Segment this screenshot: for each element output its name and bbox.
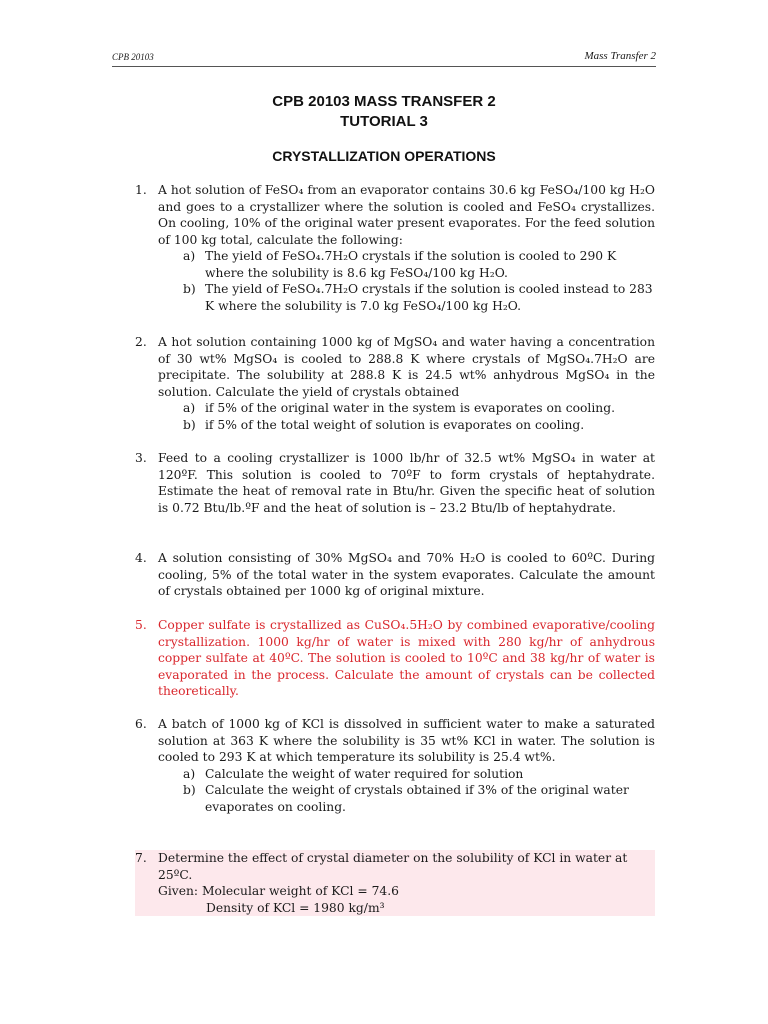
question-number: 3. [135, 451, 147, 465]
given-line-1: Given: Molecular weight of KCl = 74.6 [158, 884, 399, 898]
question-2 [135, 334, 655, 433]
given-line-2: Density of KCl = 1980 kg/m³ [206, 900, 385, 915]
question-number: 1. [135, 183, 147, 197]
question-3 [135, 450, 655, 516]
sub-question: b) if 5% of the total weight of solution is evaporates on cooling. [183, 417, 585, 432]
question-text: Determine the effect of crystal diameter on the solubility of KCl in water at 25ºC. [158, 851, 628, 882]
question-number: 5. [135, 618, 147, 632]
header-course-code: CPB 20103 [112, 52, 154, 62]
question-text: A solution consisting of 30% MgSO₄ and 70% H₂O is cooled to 60ºC. During cooling, 5% of the total water in the system evaporates. Calculate the amount of crystals obtained per 1000 kg of original mixture. [158, 551, 655, 598]
question-5 [135, 617, 655, 700]
question-number: 6. [135, 717, 147, 731]
document-title [0, 92, 768, 132]
sub-question: a) if 5% of the original water in the system is evaporates on cooling. [183, 401, 615, 415]
question-text: A hot solution containing 1000 kg of MgSO₄ and water having a concentration of 30 wt% MgSO₄ is cooled to 288.8 K where crystals of MgSO₄.7H₂O are precipitate. The solubility at 288.8 K is 24.5 wt% anhydrous MgSO₄ in the solution. Calculate the yield of crystals obtained [158, 335, 655, 399]
question-text: Feed to a cooling crystallizer is 1000 lb/hr of 32.5 wt% MgSO₄ in water at 120ºF. This solution is cooled to 70ºF to form crystals of heptahydrate. Estimate the heat of removal rate in Btu/hr. Given the specific heat of solution is 0.72 Btu/lb.ºF and the heat of solution is – 23.2 Btu/lb of heptahydrate. [158, 451, 655, 515]
question-4 [135, 550, 655, 600]
question-1 [135, 182, 655, 314]
sub-question: a) The yield of FeSO₄.7H₂O crystals if the solution is cooled to 290 K where the solubility is 8.6 kg FeSO₄/100 kg H₂O. [183, 249, 617, 280]
question-7 [135, 850, 655, 916]
sub-question: b) The yield of FeSO₄.7H₂O crystals if the solution is cooled instead to 283 K where the solubility is 7.0 kg FeSO₄/100 kg H₂O. [183, 282, 653, 313]
question-number: 4. [135, 551, 147, 565]
title-line-1: CPB 20103 MASS TRANSFER 2 [272, 93, 496, 110]
question-text: A hot solution of FeSO₄ from an evaporator contains 30.6 kg FeSO₄/100 kg H₂O and goes to a crystallizer where the solution is cooled and FeSO₄ crystallizes. On cooling, 10% of the original water present evaporates. For the feed solution of 100 kg total, calculate the following: [158, 183, 655, 247]
header-course-title: Mass Transfer 2 [584, 50, 656, 62]
question-text: Copper sulfate is crystallized as CuSO₄.5H₂O by combined evaporative/cooling crystallization. 1000 kg/hr of water is mixed with 280 kg/hr of anhydrous copper sulfate at 40ºC. The solution is cooled to 10ºC and 38 kg/hr of water is evaporated in the process. Calculate the amount of crystals can be collected theoretically. [158, 618, 655, 698]
sub-question: a) Calculate the weight of water required for solution [183, 766, 524, 781]
section-heading: CRYSTALLIZATION OPERATIONS [272, 148, 496, 164]
title-line-2: TUTORIAL 3 [340, 113, 428, 130]
question-number: 7. [135, 851, 147, 865]
question-number: 2. [135, 335, 147, 349]
question-6 [135, 716, 655, 815]
sub-question: b) Calculate the weight of crystals obtained if 3% of the original water evaporates on cooling. [183, 783, 629, 814]
running-header [112, 50, 656, 67]
question-text: A batch of 1000 kg of KCl is dissolved in sufficient water to make a saturated solution at 363 K where the solubility is 35 wt% KCl in water. The solution is cooled to 293 K at which temperature its solubility is 25.4 wt%. [158, 717, 655, 764]
